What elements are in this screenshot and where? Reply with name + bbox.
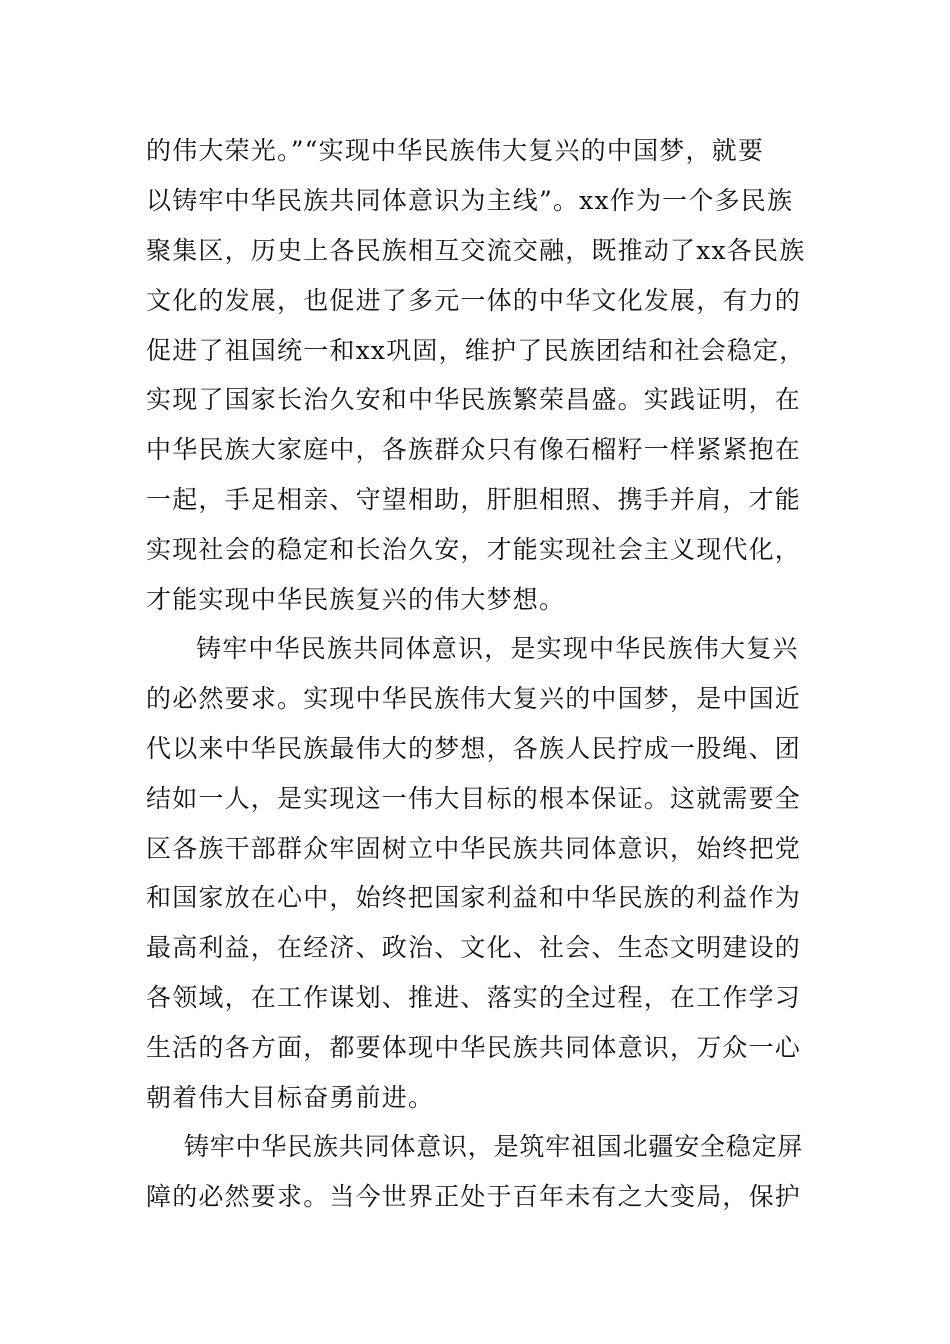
- text-line: 实现了国家长治久安和中华民族繁荣昌盛。实践证明，在: [146, 385, 802, 414]
- text-line: 各领域，在工作谋划、推进、落实的全过程，在工作学习: [146, 983, 802, 1012]
- text-line: 实现社会的稳定和长治久安，才能实现社会主义现代化，: [146, 535, 802, 564]
- text-line: 的必然要求。实现中华民族伟大复兴的中国梦，是中国近: [146, 684, 802, 713]
- text-line: 促进了祖国统一和xx巩固，维护了民族团结和社会稳定，: [146, 336, 806, 365]
- text-line: 代以来中华民族最伟大的梦想，各族人民拧成一股绳、团: [146, 734, 802, 763]
- text-line: 结如一人，是实现这一伟大目标的根本保证。这就需要全: [146, 784, 802, 813]
- text-line: 一起，手足相亲、守望相助，肝胆相照、携手并肩，才能: [146, 485, 802, 514]
- text-line: 生活的各方面，都要体现中华民族共同体意识，万众一心: [146, 1033, 802, 1062]
- text-line: 朝着伟大目标奋勇前进。: [146, 1083, 435, 1112]
- text-line: 的伟大荣光。”“实现中华民族伟大复兴的中国梦，就要: [146, 136, 765, 165]
- text-line: 聚集区，历史上各民族相互交流交融，既推动了xx各民族: [146, 236, 806, 265]
- text-line: 区各族干部群众牢固树立中华民族共同体意识，始终把党: [146, 834, 802, 863]
- text-line: 铸牢中华民族共同体意识，是筑牢祖国北疆安全稳定屏: [184, 1132, 804, 1161]
- text-line: 和国家放在心中，始终把国家利益和中华民族的利益作为: [146, 883, 802, 912]
- text-line: 障的必然要求。当今世界正处于百年未有之大变局，保护: [146, 1182, 802, 1211]
- text-line: 中华民族大家庭中，各族群众只有像石榴籽一样紧紧抱在: [146, 435, 802, 464]
- text-line: 文化的发展，也促进了多元一体的中华文化发展，有力的: [146, 286, 802, 315]
- text-line: 以铸牢中华民族共同体意识为主线”。xx作为一个多民族: [146, 186, 794, 215]
- text-line: 才能实现中华民族复兴的伟大梦想。: [146, 585, 566, 614]
- text-line: 铸牢中华民族共同体意识，是实现中华民族伟大复兴: [196, 634, 799, 663]
- text-line: 最高利益，在经济、政治、文化、社会、生态文明建设的: [146, 933, 802, 962]
